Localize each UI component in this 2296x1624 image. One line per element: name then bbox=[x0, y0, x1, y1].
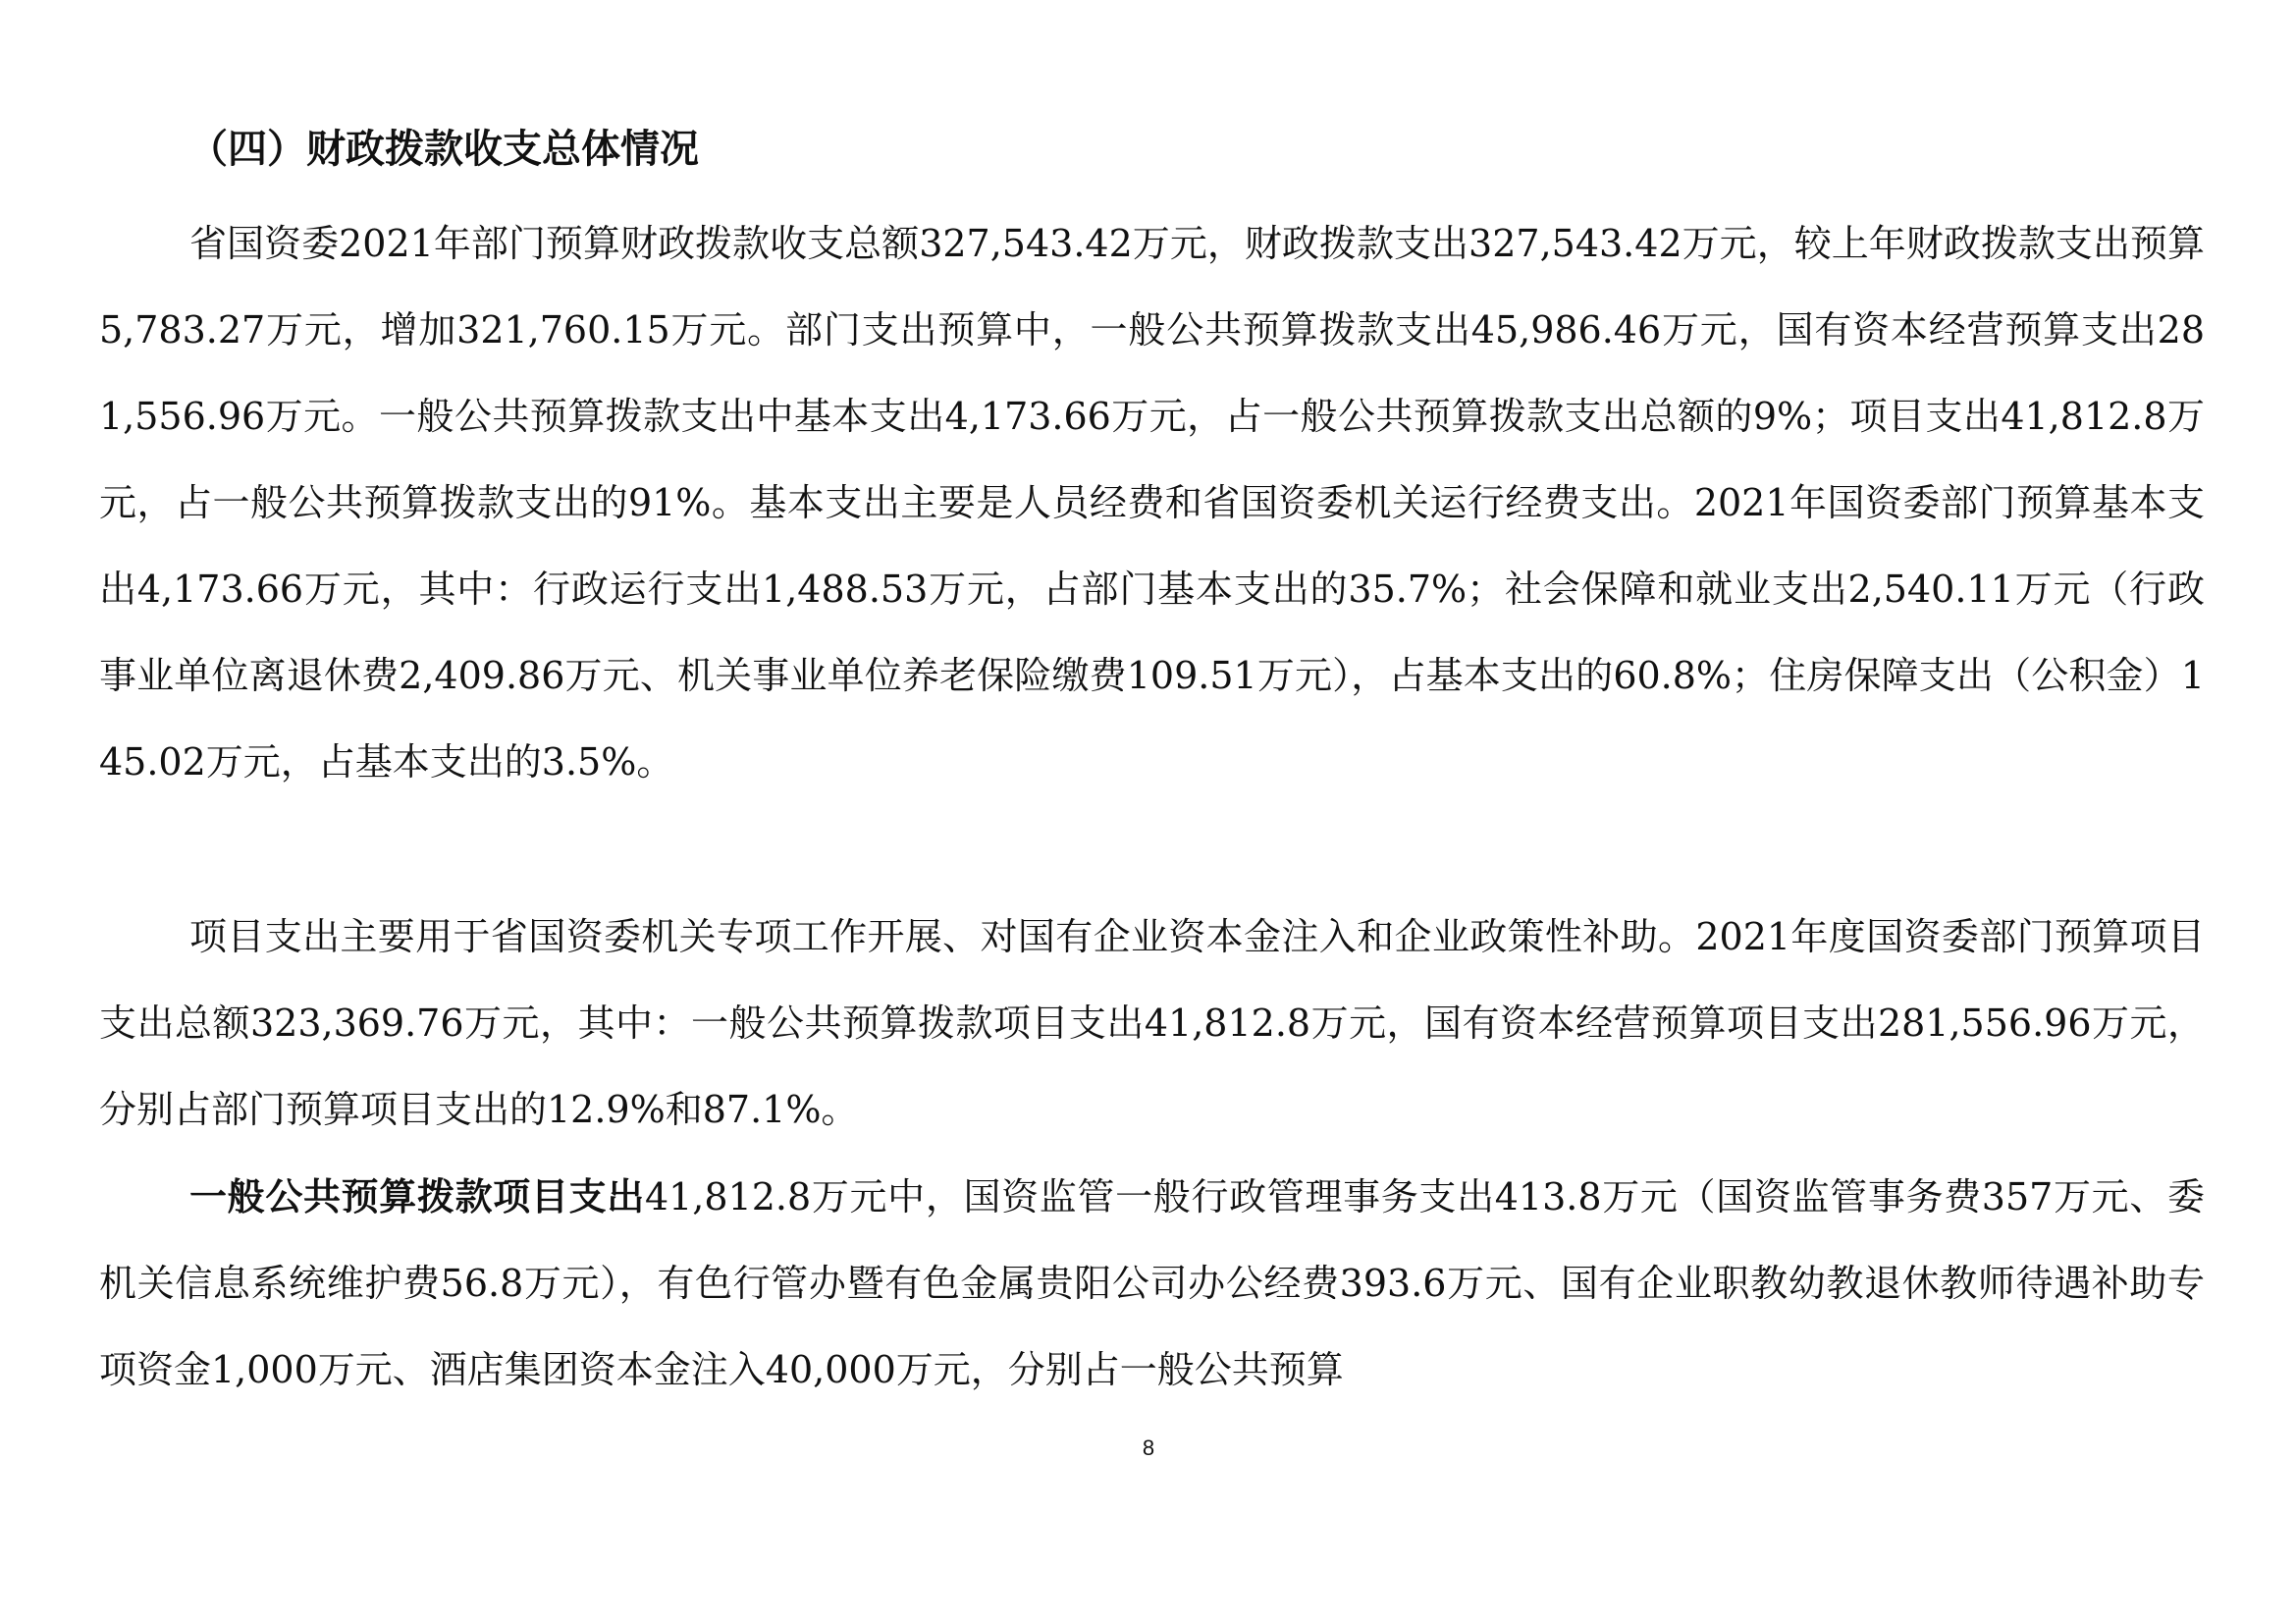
paragraph-body-text: 41,812.8万元中，国资监管一般行政管理事务支出413.8万元（国资监管事务费357万元、委机关信息系统维护费56.8万元），有色行管办暨有色金属贵阳公司办公经费393.6万元、国有企业职教幼教退休教师待遇补助专项资金1,000万元、酒店集团资本金注入40,000万元，分别占一般公共预算 bbox=[99, 1175, 2205, 1391]
page-number: 8 bbox=[1142, 1435, 1155, 1460]
section-heading: （四）财政拨款收支总体情况 bbox=[188, 127, 699, 172]
paragraph-general-budget-projects bbox=[99, 1154, 2205, 1413]
paragraph-fiscal-overview: 省国资委2021年部门预算财政拨款收支总额327,543.42万元，财政拨款支出327,543.42万元，较上年财政拨款支出预算5,783.27万元，增加321,760.15万元。部门支出预算中，一般公共预算拨款支出45,986.46万元，国有资本经营预算支出281,556.96万元。一般公共预算拨款支出中基本支出4,173.66万元，占一般公共预算拨款支出总额的9%；项目支出41,812.8万元，占一般公共预算拨款支出的91%。基本支出主要是人员经费和省国资委机关运行经费支出。2021年国资委部门预算基本支出4,173.66万元，其中：行政运行支出1,488.53万元，占部门基本支出的35.7%；社会保障和就业支出2,540.11万元（行政事业单位离退休费2,409.86万元、机关事业单位养老保险缴费109.51万元），占基本支出的60.8%；住房保障支出（公积金）145.02万元，占基本支出的3.5%。 bbox=[99, 222, 2205, 784]
paragraph-lead-phrase: 一般公共预算拨款项目支出 bbox=[189, 1175, 645, 1218]
paragraph-project-expenditure: 项目支出主要用于省国资委机关专项工作开展、对国有企业资本金注入和企业政策性补助。2021年度国资委部门预算项目支出总额323,369.76万元，其中：一般公共预算拨款项目支出41,812.8万元，国有资本经营预算项目支出281,556.96万元，分别占部门预算项目支出的12.9%和87.1%。 bbox=[99, 915, 2205, 1131]
